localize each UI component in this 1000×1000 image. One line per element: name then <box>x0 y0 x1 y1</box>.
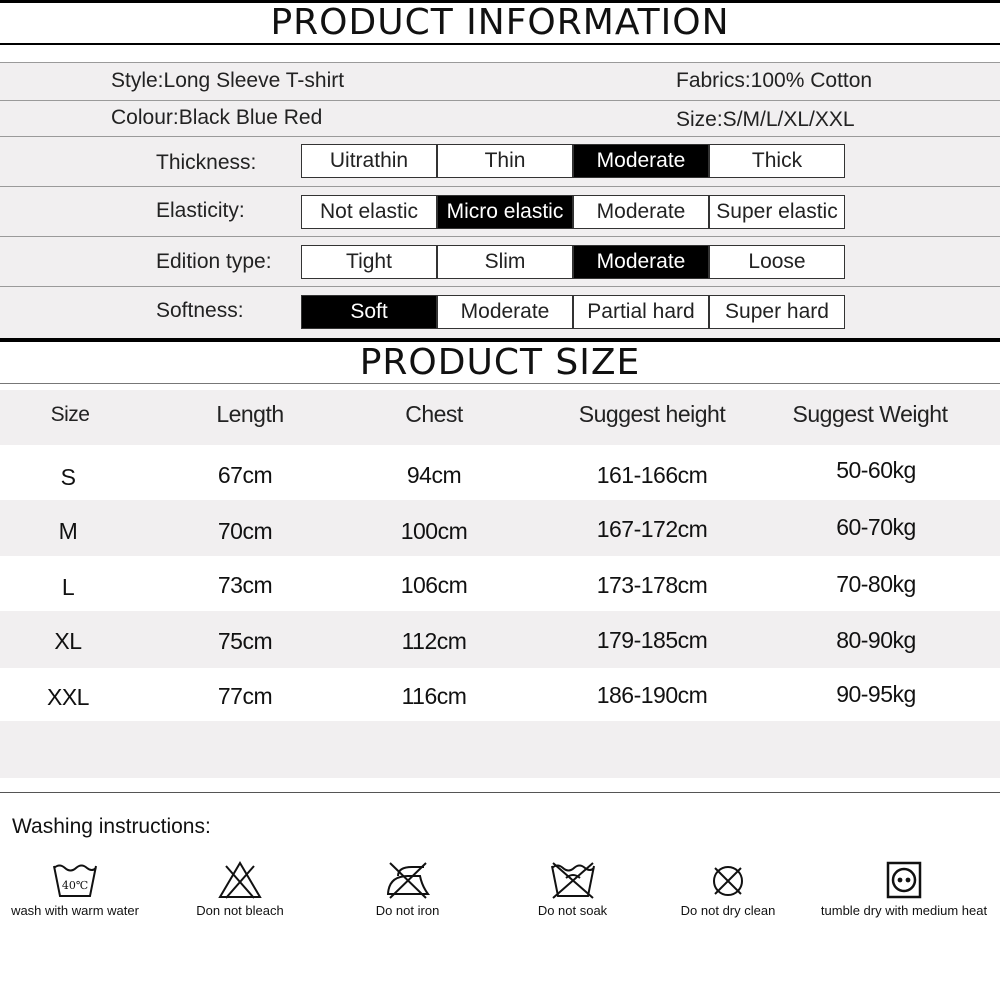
wash-item <box>668 860 788 918</box>
size-cell: XXL <box>47 684 89 710</box>
edition-option-selected: Moderate <box>573 245 709 279</box>
height-cell: 179-185cm <box>596 627 708 653</box>
attribute-label: Thickness: <box>156 151 257 174</box>
thickness-option: Thin <box>437 144 573 178</box>
wash-item <box>808 860 1000 918</box>
weight-cell: 80-90kg <box>836 627 916 653</box>
size-cell: L <box>61 574 75 600</box>
attribute-label: Edition type: <box>156 250 272 273</box>
chest-cell: 106cm <box>400 572 468 598</box>
no-bleach-icon <box>217 860 263 900</box>
thickness-option: Uitrathin <box>301 144 437 178</box>
fabrics-info: Fabrics:100% Cotton <box>676 69 873 92</box>
separator <box>0 100 1000 101</box>
length-cell: 75cm <box>217 628 273 654</box>
separator <box>0 186 1000 187</box>
chest-cell: 94cm <box>406 462 462 488</box>
edition-option: Tight <box>301 245 437 279</box>
column-header-height: Suggest height <box>578 401 726 427</box>
elasticity-option: Moderate <box>573 195 709 229</box>
column-header-chest: Chest <box>405 401 463 427</box>
separator <box>0 236 1000 237</box>
style-info: Style:Long Sleeve T-shirt <box>111 69 345 92</box>
length-cell: 77cm <box>217 683 273 709</box>
weight-cell: 50-60kg <box>836 457 916 483</box>
separator <box>0 286 1000 287</box>
chest-cell: 100cm <box>400 518 468 544</box>
column-header-length: Length <box>216 401 284 427</box>
wash-label: wash with warm water <box>11 903 139 918</box>
colour-info: Colour:Black Blue Red <box>111 106 323 129</box>
wash-label: tumble dry with medium heat <box>820 903 988 918</box>
length-cell: 70cm <box>217 518 273 544</box>
size-cell: S <box>60 464 76 490</box>
attribute-label: Softness: <box>156 299 244 322</box>
softness-option-selected: Soft <box>301 295 437 329</box>
wash-item <box>180 860 300 918</box>
length-cell: 73cm <box>217 572 273 598</box>
elasticity-option-selected: Micro elastic <box>437 195 573 229</box>
height-cell: 167-172cm <box>596 516 708 542</box>
thickness-option-selected: Moderate <box>573 144 709 178</box>
product-size-title: PRODUCT SIZE <box>359 342 641 383</box>
separator <box>0 62 1000 63</box>
size-info: Size:S/M/L/XL/XXL <box>676 108 855 131</box>
softness-option: Super hard <box>709 295 845 329</box>
separator <box>0 136 1000 137</box>
no-iron-icon <box>384 860 432 900</box>
wash-tub-icon <box>51 860 99 900</box>
elasticity-option: Super elastic <box>709 195 845 229</box>
wash-item <box>350 860 465 918</box>
edition-option: Loose <box>709 245 845 279</box>
wash-label: Do not soak <box>537 903 608 918</box>
weight-cell: 60-70kg <box>836 514 916 540</box>
weight-cell: 70-80kg <box>836 571 916 597</box>
size-footer-band <box>0 721 1000 778</box>
tumble-dry-icon <box>884 860 924 900</box>
length-cell: 67cm <box>217 462 273 488</box>
softness-option: Moderate <box>437 295 573 329</box>
title-rule <box>0 43 1000 45</box>
wash-item <box>515 860 630 918</box>
elasticity-option: Not elastic <box>301 195 437 229</box>
wash-temperature: 40℃ <box>61 879 89 892</box>
weight-cell: 90-95kg <box>836 681 916 707</box>
chest-cell: 112cm <box>401 628 467 654</box>
edition-option: Slim <box>437 245 573 279</box>
height-cell: 161-166cm <box>596 462 708 488</box>
softness-option: Partial hard <box>573 295 709 329</box>
washing-title: Washing instructions: <box>12 815 211 838</box>
height-cell: 173-178cm <box>596 572 708 598</box>
product-information-title: PRODUCT INFORMATION <box>270 2 730 43</box>
thickness-option: Thick <box>709 144 845 178</box>
wash-item <box>0 860 150 918</box>
size-title-rule <box>0 383 1000 384</box>
height-cell: 186-190cm <box>596 682 708 708</box>
no-dry-clean-icon <box>708 860 748 900</box>
washing-rule <box>0 792 1000 793</box>
column-header-weight: Suggest Weight <box>792 401 948 427</box>
wash-label: Do not iron <box>375 903 440 918</box>
column-header-size: Size <box>50 403 90 426</box>
size-cell: XL <box>54 628 82 654</box>
wash-label: Do not dry clean <box>680 903 776 918</box>
size-cell: M <box>58 518 78 544</box>
wash-label: Don not bleach <box>196 903 284 918</box>
chest-cell: 116cm <box>401 683 467 709</box>
no-soak-icon <box>549 860 597 900</box>
attribute-label: Elasticity: <box>156 199 245 222</box>
